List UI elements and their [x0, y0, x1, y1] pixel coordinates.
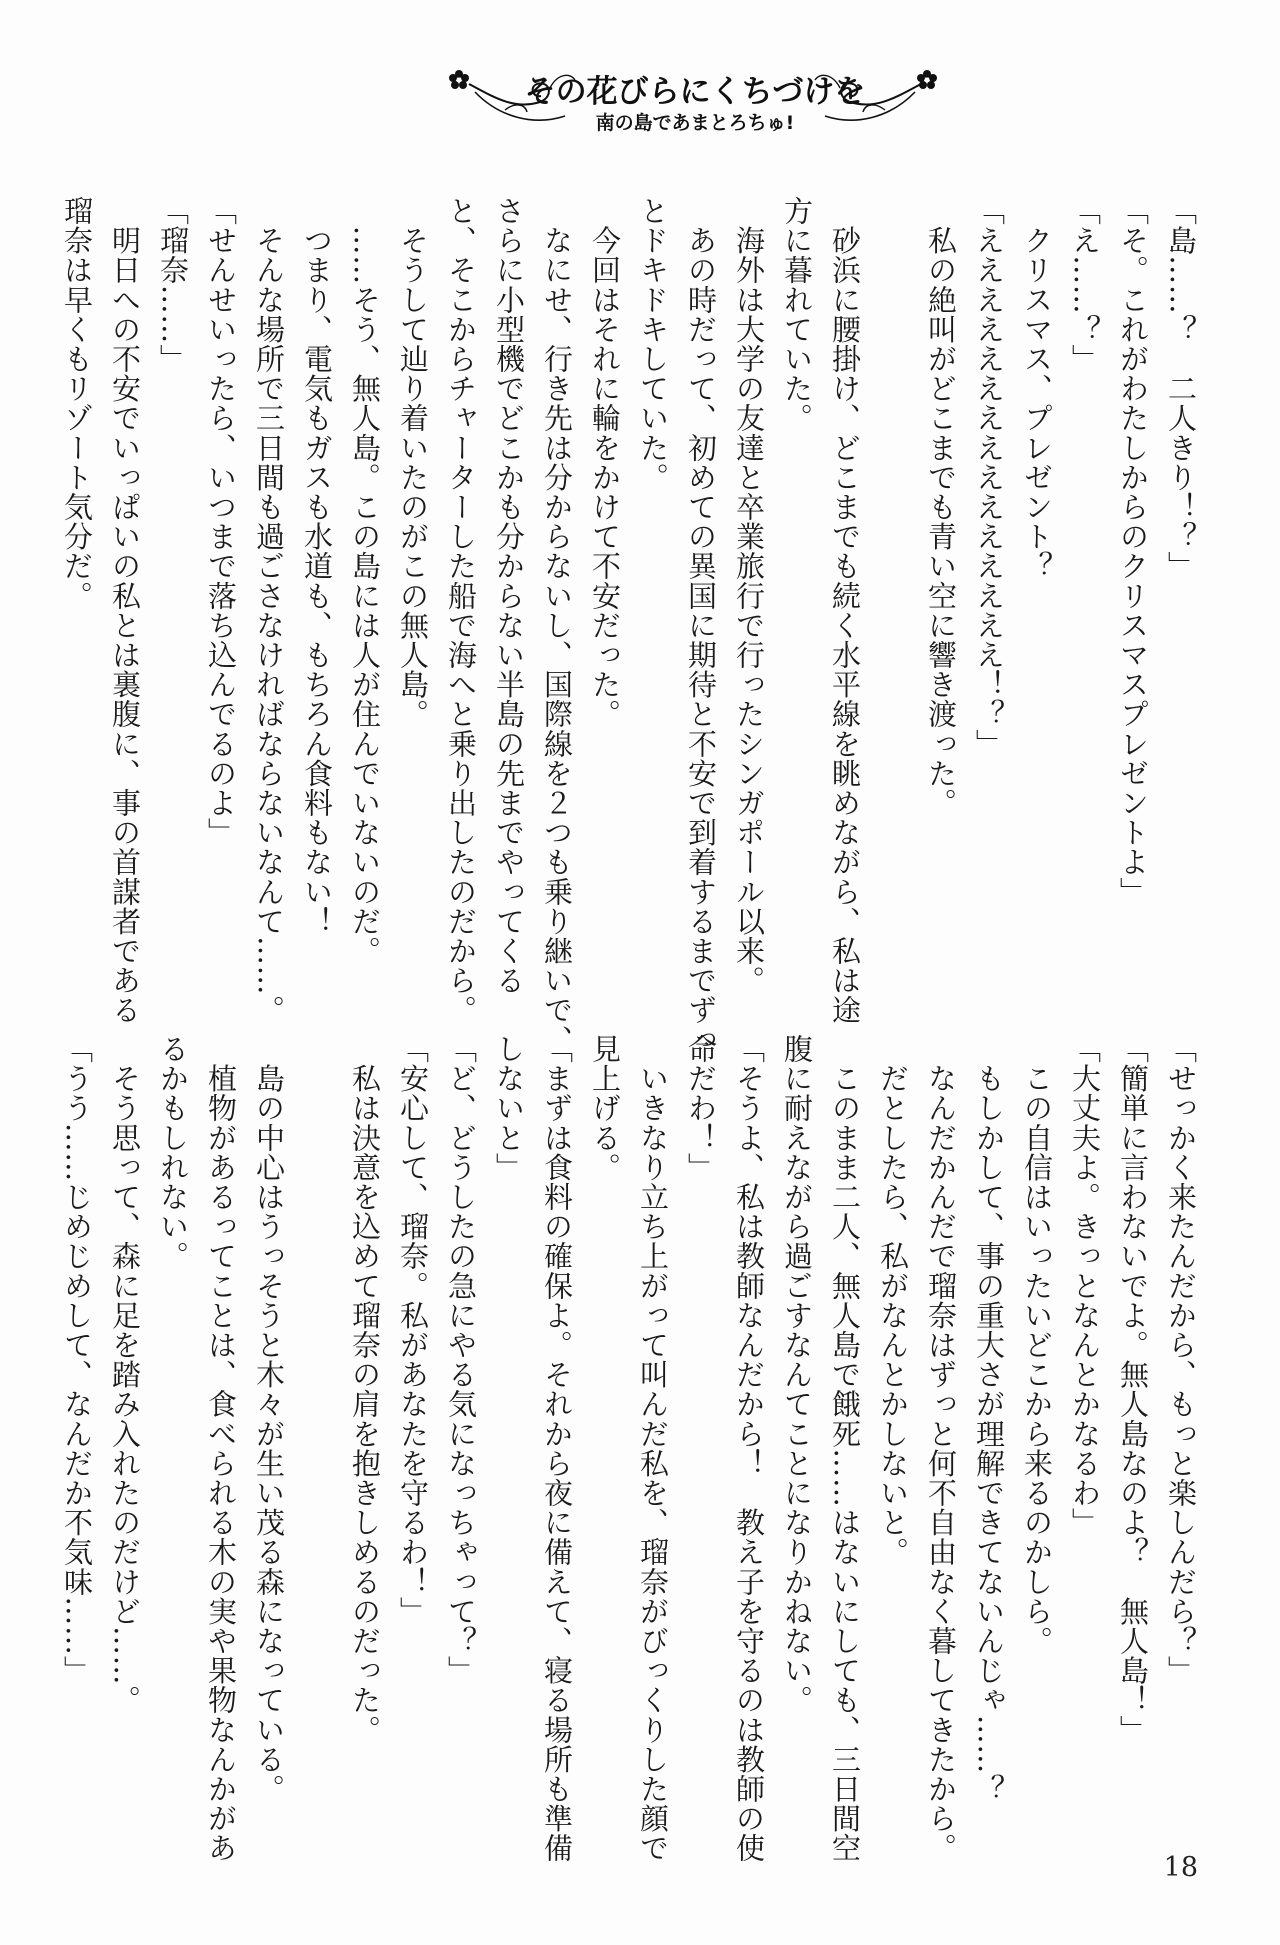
text-line: 島の中心はうっそうと木々が生い茂る森になっている。 — [252, 1034, 286, 1804]
text-line: 「瑠奈……」 — [156, 196, 190, 374]
text-line: 海外は大学の友達と卒業旅行で行ったシンガポール以来。 — [732, 196, 766, 996]
text-line: 「うう……じめじめして、なんだか不気味……」 — [60, 1034, 94, 1686]
text-line: クリスマス、プレゼント？ — [1020, 196, 1054, 581]
text-line: 腹に耐えながら過ごすなんてことになりかねない。 — [780, 1034, 814, 1715]
text-line: 「大丈夫よ。きっとなんとかなるわ」 — [1068, 1034, 1102, 1538]
text-line: と、そこからチャーターした船で海へと乗り出したのだから。 — [444, 196, 478, 1025]
chapter-subtitle: 南の島であまとろちゅ! — [595, 112, 795, 134]
text-line: 命だわ！」 — [684, 1034, 718, 1182]
text-line: あの時だって、初めての異国に期待と不安で到着するまでずっ — [684, 196, 718, 1055]
text-line: とドキドキしていた。 — [636, 196, 670, 492]
text-line: ……そう、無人島。この島には人が住んでいないのだ。 — [348, 196, 382, 966]
page-number: 18 — [1163, 1852, 1198, 1883]
text-line: そう思って、森に足を踏み入れたのだけど……。 — [108, 1034, 142, 1715]
text-line: 「安心して、瑠奈。私があなたを守るわ！」 — [396, 1034, 430, 1626]
text-line: 「そ。これがわたしからのクリスマスプレゼントよ」 — [1116, 196, 1150, 907]
text-line: 見上げる。 — [588, 1034, 622, 1182]
text-line: 今回はそれに輪をかけて不安だった。 — [588, 196, 622, 729]
text-line: 「そうよ、私は教師なんだから！ 教え子を守るのは教師の使 — [732, 1034, 766, 1863]
text-line: 「ど、どうしたの急にやる気になっちゃって？」 — [444, 1034, 478, 1686]
text-line: 明日への不安でいっぱいの私とは裏腹に、事の首謀者である — [108, 196, 142, 1025]
text-line: このまま二人、無人島で餓死……はないにしても、三日間空 — [828, 1034, 862, 1863]
text-line: さらに小型機でどこかも分からない半島の先までやってくる — [492, 196, 526, 996]
text-line: 瑠奈は早くもリゾート気分だ。 — [60, 196, 94, 611]
text-line: つまり、電気もガスも水道も、もちろん食料もない！ — [300, 196, 334, 936]
text-line: なんだかんだで瑠奈はずっと何不自由なく暮してきたから。 — [924, 1034, 958, 1863]
text-line: しないと」 — [492, 1034, 526, 1182]
text-line: そんな場所で三日間も過ごさなければならないなんて……。 — [252, 196, 286, 1025]
text-line: だとしたら、私がなんとかしないと。 — [876, 1034, 910, 1567]
text-line: いきなり立ち上がって叫んだ私を、瑠奈がびっくりした顔で — [636, 1034, 670, 1863]
text-line: 植物があるってことは、食べられる木の実や果物なんかがあ — [204, 1034, 238, 1863]
text-line: 「せんせいったら、いつまで落ち込んでるのよ」 — [204, 196, 238, 848]
text-line: 私は決意を込めて瑠奈の肩を抱きしめるのだった。 — [348, 1034, 382, 1745]
text-line — [293, 1034, 341, 1814]
text-line: もしかして、事の重大さが理解できてないんじゃ……？ — [972, 1034, 1006, 1804]
chapter-header — [445, 58, 945, 138]
text-line: そうして辿り着いたのがこの無人島。 — [396, 196, 430, 729]
text-line: 「島……？ 二人きり！？」 — [1164, 196, 1198, 581]
text-line: 私の絶叫がどこまでも青い空に響き渡った。 — [924, 196, 958, 818]
text-block-upper — [53, 196, 1205, 1055]
text-line: るかもしれない。 — [156, 1034, 190, 1271]
text-line: 砂浜に腰掛け、どこまでも続く水平線を眺めながら、私は途 — [828, 196, 862, 1025]
chapter-title: その花びらにくちづけを — [524, 74, 866, 110]
text-line: 「えええええええええええええええ！？」 — [972, 196, 1006, 759]
text-line: 「簡単に言わないでよ。無人島なのよ？ 無人島！」 — [1116, 1034, 1150, 1745]
text-line — [869, 196, 917, 976]
text-line: 方に暮れていた。 — [780, 196, 814, 433]
text-block-lower — [53, 1034, 1205, 1863]
text-line: 「え……？」 — [1068, 196, 1102, 374]
text-line: 「せっかく来たんだから、もっと楽しんだら？」 — [1164, 1034, 1198, 1686]
text-line: 「まずは食料の確保よ。それから夜に備えて、寝る場所も準備 — [540, 1034, 574, 1863]
text-line: なにせ、行き先は分からないし、国際線を２つも乗り継いで、 — [540, 196, 574, 1055]
text-line: この自信はいったいどこから来るのかしら。 — [1020, 1034, 1054, 1656]
